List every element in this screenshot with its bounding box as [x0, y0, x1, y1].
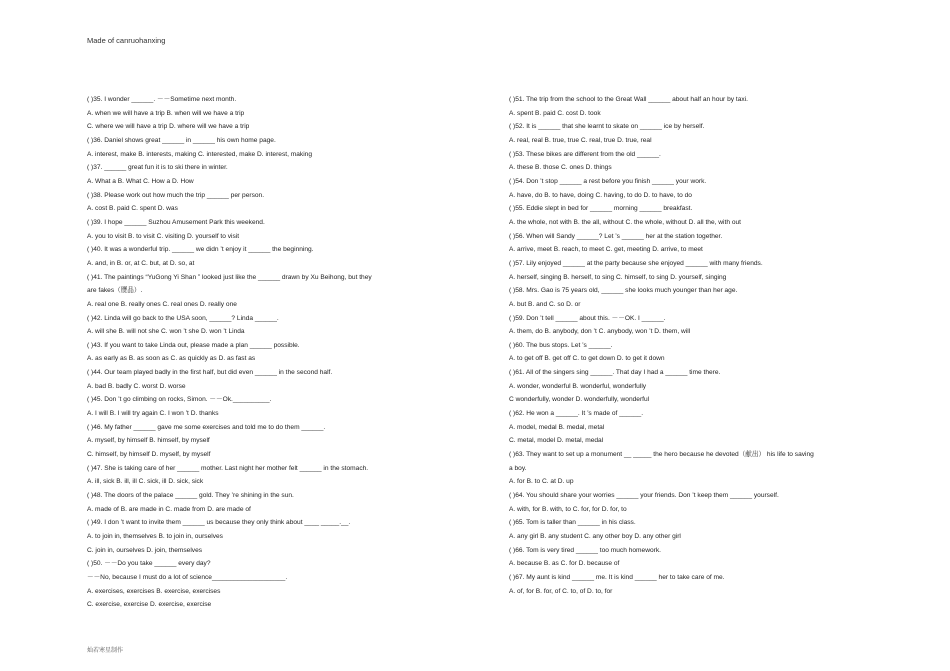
text-line: ( )62. He won a ______. It ’s made of ______.	[509, 410, 644, 418]
text-line: A. as early as B. as soon as C. as quickly as D. as fast as	[87, 355, 256, 363]
text-line: ( )35. I wonder ______. －－Sometime next month.	[87, 96, 237, 103]
text-line: A. any girl B. any student C. any other boy D. any other girl	[509, 533, 681, 540]
text-line: A. What a B. What C. How a D. How	[87, 177, 194, 185]
text-line: a boy.	[509, 464, 527, 472]
text-line: A. made of B. are made in C. made from D. are made of	[87, 505, 251, 513]
text-line: ( )59. Don ’t tell ______ about this. －－OK. I ______.	[509, 314, 666, 322]
text-line: A. when we will have a trip B. when will we have a trip	[87, 109, 245, 117]
text-line: A. and, in B. or, at C. but, at D. so, at	[87, 259, 195, 267]
text-line: ( )45. Don ’t go climbing on rocks, Simon. －－Ok.__________.	[87, 396, 272, 404]
text-line: A. wonder, wonderful B. wonderful, wonderfully	[509, 382, 647, 390]
text-line: ( )55. Eddie slept in bed for ______ morning ______ breakfast.	[509, 205, 693, 213]
text-line: ( )63. They want to set up a monument __ _____ the hero because he devoted（献出） his life to saving	[509, 451, 814, 459]
text-line: A. cost B. paid C. spent D. was	[87, 205, 178, 213]
text-line: ( )64. You should share your worries ______ your friends. Don ’t keep them ______ yourself.	[509, 492, 779, 500]
text-line: A. real, real B. true, true C. real, true D. true, real	[509, 136, 652, 144]
text-line: A. real one B. really ones C. real ones D. really one	[87, 300, 237, 308]
text-line: A. I will B. I will try again C. I won ’t D. thanks	[87, 410, 219, 418]
text-line: A. for B. to C. at D. up	[509, 478, 574, 486]
text-line: ( )56. When will Sandy ______? Let ’s ______ her at the station together.	[509, 232, 723, 240]
text-line: ( )53. These bikes are different from the old ______.	[509, 150, 661, 158]
text-line: ( )50. －－Do you take ______ every day?	[87, 560, 211, 568]
text-line: A. ill, sick B. ill, ill C. sick, ill D. sick, sick	[87, 478, 204, 486]
text-line: ( )46. My father ______ gave me some exercises and told me to do them ______.	[87, 423, 326, 431]
text-line: C. join in, ourselves D. join, themselves	[87, 546, 203, 554]
right-column	[509, 93, 865, 598]
left-column	[87, 93, 432, 612]
text-line: A. of, for B. for, of C. to, of D. to, for	[509, 587, 613, 595]
text-line: A. arrive, meet B. reach, to meet C. get, meeting D. arrive, to meet	[509, 246, 703, 254]
text-line: ( )49. I don ’t want to invite them ______ us because they only think about ____ _____.__.	[87, 519, 351, 527]
text-line: A. these B. those C. ones D. things	[509, 164, 612, 172]
text-line: ( )51. The trip from the school to the Great Wall ______ about half an hour by taxi.	[509, 96, 748, 103]
text-line: C. himself, by himself D. myself, by myself	[87, 451, 211, 459]
text-line: ( )52. It is ______ that she learnt to skate on ______ ice by herself.	[509, 123, 705, 131]
text-line: A. exercises, exercises B. exercise, exercises	[87, 587, 221, 595]
text-line: C wonderfully, wonder D. wonderfully, wonderful	[509, 396, 650, 404]
text-line: C. where we will have a trip D. where will we have a trip	[87, 123, 250, 131]
text-line: A. interest, make B. interests, making C. interested, make D. interest, making	[87, 150, 313, 158]
text-line: C. exercise, exercise D. exercise, exercise	[87, 601, 212, 609]
text-line: ( )38. Please work out how much the trip ______ per person.	[87, 191, 265, 199]
text-line: A. to join in, themselves B. to join in, ourselves	[87, 533, 223, 540]
text-line: ( )61. All of the singers sing ______. That day I had a ______ time there.	[509, 369, 721, 377]
text-line: －－No, because I must do a lot of science____________________.	[87, 573, 288, 581]
text-line: A. but B. and C. so D. or	[509, 300, 581, 308]
text-line: ( )42. Linda will go back to the USA soon, ______? Linda ______.	[87, 314, 279, 322]
text-line: ( )66. Tom is very tired ______ too much homework.	[509, 546, 661, 554]
text-line: A. bad B. badly C. worst D. worse	[87, 382, 186, 390]
text-line: ( )67. My aunt is kind ______ me. It is kind ______ her to take care of me.	[509, 573, 725, 581]
text-line: ( )36. Daniel shows great ______ in ______ his own home page.	[87, 136, 276, 144]
text-line: ( )39. I hope ______ Suzhou Amusement Park this weekend.	[87, 218, 265, 226]
text-line: ( )44. Our team played badly in the first half, but did even ______ in the second half.	[87, 369, 333, 377]
text-line: A. you to visit B. to visit C. visiting D. yourself to visit	[87, 232, 240, 240]
text-line: C. metal, model D. metal, medal	[509, 437, 604, 445]
text-line: A. will she B. will not she C. won ’t she D. won ’t Linda	[87, 328, 245, 336]
text-line: ( )43. If you want to take Linda out, please made a plan ______ possible.	[87, 341, 300, 349]
text-line: ( )65. Tom is taller than ______ in his class.	[509, 519, 636, 527]
text-line: A. with, for B. with, to C. for, for D. for, to	[509, 505, 627, 513]
text-line: A. them, do B. anybody, don ’t C. anybody, won ’t D. them, will	[509, 328, 691, 336]
text-line: A. the whole, not with B. the all, without C. the whole, without D. all the, with out	[509, 218, 742, 226]
page-header: Made of canruohanxing	[87, 36, 166, 45]
text-line: ( )47. She is taking care of her ______ mother. Last night her mother felt ______ in the stomach.	[87, 464, 369, 472]
text-line: ( )57. Lily enjoyed ______ at the party because she enjoyed ______ with many friends.	[509, 259, 763, 267]
text-line: A. myself, by himself B. himself, by myself	[87, 437, 210, 445]
text-line: ( )48. The doors of the palace ______ gold. They ’re shining in the sun.	[87, 492, 294, 500]
text-line: A. because B. as C. for D. because of	[509, 560, 620, 568]
text-line: ( )58. Mrs. Gao is 75 years old, ______ she looks much younger than her age.	[509, 287, 738, 295]
text-line: A. herself, singing B. herself, to sing C. himself, to sing D. yourself, singing	[509, 273, 727, 281]
text-line: A. spent B. paid C. cost D. took	[509, 109, 601, 117]
text-line: A. have, do B. to have, doing C. having, to do D. to have, to do	[509, 191, 692, 199]
text-line: are fakes（赝品）.	[87, 287, 143, 295]
text-line: ( )54. Don ’t stop ______ a rest before you finish ______ your work.	[509, 177, 707, 185]
text-line: ( )40. It was a wonderful trip. ______ we didn ’t enjoy it ______ the beginning.	[87, 246, 314, 254]
text-line: A. to get off B. get off C. to get down D. to get it down	[509, 355, 665, 363]
text-line: ( )37. ______ great fun it is to ski there in winter.	[87, 164, 228, 172]
text-line: A. model, medal B. medal, metal	[509, 423, 605, 431]
text-line: ( )60. The bus stops. Let ’s ______.	[509, 341, 613, 349]
page-footer: 灿若寒星制作	[87, 648, 124, 654]
text-line: ( )41. The paintings “YuGong Yi Shan ” looked just like the ______ drawn by Xu Beihong, but they	[87, 273, 372, 281]
